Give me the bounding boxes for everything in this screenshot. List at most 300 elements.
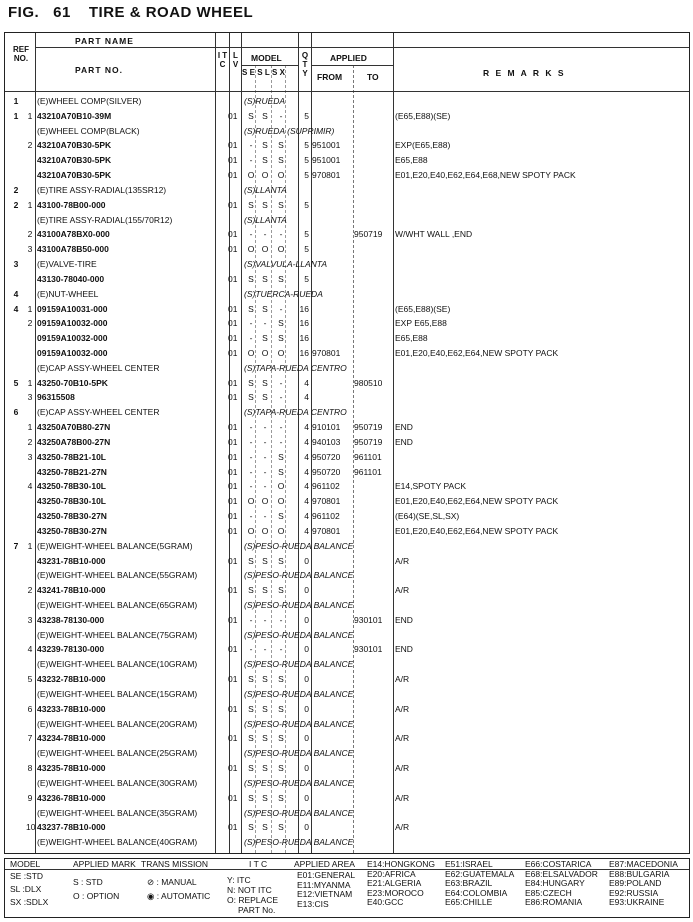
- remarks: EXP(E65,E88): [395, 140, 451, 151]
- quantity: 4: [304, 525, 309, 536]
- applied-from: 950720: [312, 451, 341, 462]
- itc-code: 01: [228, 273, 238, 284]
- remarks: A/R: [395, 674, 410, 685]
- spanish-name: (S)TUERCA-RUEDA: [244, 288, 323, 299]
- model-sl-mark: -: [263, 422, 267, 433]
- model-se-mark: S: [248, 199, 254, 210]
- model-sl-mark: -: [263, 614, 267, 625]
- quantity: 5: [304, 244, 309, 255]
- quantity: 4: [304, 451, 309, 462]
- model-se-mark: S: [248, 763, 254, 774]
- part-name: (E)WEIGHT-WHEEL BALANCE(30GRAM): [37, 777, 198, 788]
- model-sl-mark: S: [262, 703, 268, 714]
- part-name: (E)CAP ASSY-WHEEL CENTER: [37, 407, 160, 418]
- part-number: 43250-70B10-5PK: [37, 377, 108, 388]
- part-number: 43250A70B80-27N: [37, 422, 111, 433]
- part-name: (E)WEIGHT-WHEEL BALANCE(10GRAM): [37, 659, 198, 670]
- spanish-name: (S)LLANTA: [244, 214, 287, 225]
- itc-code: 01: [228, 496, 238, 507]
- model-sx-mark: S: [278, 674, 284, 685]
- itc-code: 01: [228, 525, 238, 536]
- part-number: 43100-78B00-000: [37, 199, 106, 210]
- part-number: 09159A10031-000: [37, 303, 108, 314]
- applied-to: 961101: [354, 466, 382, 477]
- remarks: (E64)(SE,SL,SX): [395, 511, 460, 522]
- model-sx-mark: -: [279, 644, 283, 655]
- applied-to: 950719: [354, 229, 383, 240]
- part-name: (E)WHEEL COMP(SILVER): [37, 96, 142, 106]
- model-header: MODEL: [251, 53, 282, 63]
- ref-number: 1: [13, 96, 19, 106]
- part-name: (E)WEIGHT-WHEEL BALANCE(15GRAM): [37, 688, 198, 699]
- remarks: END: [395, 436, 413, 447]
- sub-number: 3: [27, 451, 33, 462]
- model-sl-mark: S: [262, 140, 268, 151]
- quantity: 0: [304, 792, 309, 803]
- remarks: E65,E88: [395, 155, 428, 166]
- model-sx-mark: -: [279, 110, 283, 121]
- quantity: 4: [304, 422, 309, 433]
- model-sl-mark: O: [261, 348, 269, 358]
- remarks: W/WHT WALL ,END: [395, 229, 473, 240]
- remarks: A/R: [395, 555, 410, 566]
- model-sl-mark: S: [262, 377, 268, 388]
- model-sl-mark: S: [262, 199, 268, 210]
- legend-area-item: E23:MOROCO: [367, 887, 424, 898]
- spanish-name: (S)RUEDA: [244, 96, 286, 106]
- applied-from: 961102: [312, 481, 340, 492]
- model-sx-mark: O: [277, 170, 285, 181]
- quantity: 5: [304, 170, 309, 181]
- lv-header: L V: [232, 51, 239, 69]
- model-sx-mark: -: [279, 377, 283, 388]
- model-sx-mark: S: [278, 155, 284, 166]
- divider: [271, 65, 272, 853]
- model-se-mark: S: [248, 110, 254, 121]
- model-sl-mark: -: [263, 436, 267, 447]
- legend-area-item: E66:COSTARICA: [525, 859, 592, 869]
- legend-area-item: E51:ISRAEL: [445, 859, 493, 869]
- model-sl-mark: S: [262, 585, 268, 596]
- part-number: 43250A78B00-27N: [37, 436, 111, 447]
- remarks: END: [395, 422, 413, 433]
- legend-itc-y: Y: ITC: [227, 875, 251, 885]
- quantity: 5: [304, 273, 309, 284]
- model-se-mark: -: [249, 451, 253, 462]
- model-se-mark: -: [249, 155, 253, 166]
- to-header: TO: [367, 72, 379, 82]
- model-se-mark: O: [247, 348, 255, 358]
- model-sl-mark: S: [262, 273, 268, 284]
- model-sx-mark: O: [277, 244, 285, 255]
- model-sx-mark: S: [278, 199, 284, 210]
- legend-area-item: E63:BRAZIL: [445, 878, 493, 888]
- model-se-mark: S: [248, 585, 254, 596]
- itc-code: 01: [228, 155, 238, 166]
- itc-code: 01: [228, 555, 238, 566]
- model-se-mark: S: [248, 733, 254, 744]
- quantity: 0: [304, 763, 309, 774]
- remarks: E01,E20,E40,E62,E64,NEW SPOTY PACK: [395, 496, 559, 507]
- model-sx-mark: S: [278, 792, 284, 803]
- spanish-name: (S)TAPA-RUEDA CENTRO: [244, 362, 347, 373]
- part-number: 43239-78130-000: [37, 644, 105, 655]
- part-number: 09159A10032-000: [37, 318, 108, 329]
- remarks: E01,E20,E40,E62,E64,NEW SPOTY PACK: [395, 348, 559, 358]
- ref-number: 3: [13, 259, 19, 270]
- remarks: A/R: [395, 763, 410, 774]
- model-sx-mark: S: [278, 733, 284, 744]
- model-sx-mark: S: [278, 140, 284, 151]
- part-number: 43250-78B21-10L: [37, 451, 106, 462]
- quantity: 16: [299, 333, 309, 344]
- legend-area-item: E11:MYANMA: [297, 879, 351, 890]
- part-name: (E)WEIGHT-WHEEL BALANCE(40GRAM): [37, 837, 198, 848]
- sub-number: 8: [27, 763, 33, 774]
- part-name: (E)WEIGHT-WHEEL BALANCE(5GRAM): [37, 540, 193, 551]
- qty-header: Q T Y: [301, 51, 309, 78]
- ref-number: 2: [13, 199, 19, 210]
- model-sl-mark: S: [262, 674, 268, 685]
- model-se-mark: O: [247, 496, 255, 507]
- itc-code: 01: [228, 377, 238, 388]
- legend-trans-manual: ⊘ : MANUAL: [147, 877, 197, 887]
- spanish-name: (S)PESO-RUEDA BALANCE: [244, 777, 354, 788]
- model-sl-mark: S: [262, 110, 268, 121]
- legend-trans-automatic: ◉ : AUTOMATIC: [147, 891, 211, 901]
- legend-area-title: APPLIED AREA: [294, 859, 355, 869]
- quantity: 0: [304, 555, 309, 566]
- model-sx-mark: S: [278, 318, 284, 329]
- spanish-name: (S)PESO-RUEDA BALANCE: [244, 718, 354, 729]
- remarks: A/R: [395, 585, 410, 596]
- part-number: 43100A78B50-000: [37, 244, 109, 255]
- sub-number: 2: [27, 436, 33, 447]
- applied-from: 961102: [312, 511, 340, 522]
- model-sl-mark: S: [262, 303, 268, 314]
- model-sx-mark: -: [279, 229, 283, 240]
- part-number: 43233-78B10-000: [37, 703, 106, 714]
- model-se-mark: S: [248, 392, 254, 403]
- part-number: 43238-78130-000: [37, 614, 105, 625]
- quantity: 0: [304, 703, 309, 714]
- part-name: (E)WEIGHT-WHEEL BALANCE(20GRAM): [37, 718, 198, 729]
- sub-number: 4: [27, 644, 33, 655]
- remarks: (E65,E88)(SE): [395, 110, 451, 121]
- model-sx-mark: S: [278, 511, 284, 522]
- part-number: 43130-78040-000: [37, 273, 105, 284]
- quantity: 16: [299, 303, 309, 314]
- part-number: 43210A70B30-5PK: [37, 170, 112, 181]
- part-name: (E)CAP ASSY-WHEEL CENTER: [37, 362, 160, 373]
- itc-code: 01: [228, 348, 238, 358]
- model-sx-mark: S: [278, 585, 284, 596]
- model-se-mark: S: [248, 303, 254, 314]
- legend-area-item: E89:POLAND: [609, 878, 662, 888]
- figure-label: FIG.: [8, 4, 40, 21]
- part-name-header: PART NAME: [75, 36, 134, 46]
- itc-code: 01: [228, 318, 238, 329]
- model-sx-mark: -: [279, 614, 283, 625]
- quantity: 16: [299, 318, 309, 329]
- quantity: 0: [304, 585, 309, 596]
- model-se-mark: O: [247, 244, 255, 255]
- quantity: 0: [304, 644, 309, 655]
- spanish-name: (S)PESO-RUEDA BALANCE: [244, 837, 354, 848]
- part-name: (E)WEIGHT-WHEEL BALANCE(55GRAM): [37, 570, 198, 581]
- model-se-mark: S: [248, 792, 254, 803]
- quantity: 4: [304, 466, 309, 477]
- itc-code: 01: [228, 822, 238, 833]
- itc-code: 01: [228, 333, 238, 344]
- itc-code: 01: [228, 733, 238, 744]
- part-name: (E)WHEEL COMP(BLACK): [37, 125, 140, 136]
- sub-number: 2: [27, 585, 33, 596]
- part-name: (E)TIRE ASSY-RADIAL(135SR12): [37, 184, 167, 195]
- spanish-name: (S)LLANTA: [244, 184, 287, 195]
- model-se-mark: -: [249, 511, 253, 522]
- model-sx-header: S X: [272, 68, 285, 77]
- part-name: (E)TIRE ASSY-RADIAL(155/70R12): [37, 214, 173, 225]
- model-sl-mark: O: [261, 496, 269, 507]
- model-sl-mark: -: [263, 644, 267, 655]
- legend-area-item: E92:RUSSIA: [609, 887, 659, 898]
- model-sx-mark: S: [278, 703, 284, 714]
- model-se-mark: -: [249, 481, 253, 492]
- part-number: 43250-78B30-27N: [37, 525, 107, 536]
- model-sx-mark: O: [277, 481, 285, 492]
- model-sx-mark: O: [277, 525, 285, 536]
- model-sl-mark: O: [261, 525, 269, 536]
- model-sx-mark: -: [279, 303, 283, 314]
- remarks-header: R E M A R K S: [483, 68, 566, 78]
- part-number: 43250-78B30-10L: [37, 481, 106, 492]
- model-se-mark: S: [248, 377, 254, 388]
- spanish-name: (S)VALVULA-LLANTA: [244, 259, 327, 270]
- spanish-name: (S)PESO-RUEDA BALANCE: [244, 748, 354, 759]
- divider: [35, 33, 36, 853]
- quantity: 0: [304, 822, 309, 833]
- quantity: 5: [304, 199, 309, 210]
- applied-from: 951001: [312, 155, 341, 166]
- remarks: E01,E20,E40,E62,E64,NEW SPOTY PACK: [395, 525, 559, 536]
- quantity: 5: [304, 229, 309, 240]
- model-se-mark: O: [247, 170, 255, 181]
- legend-trans-title: TRANS MISSION: [141, 859, 209, 869]
- divider: [35, 47, 689, 48]
- sub-number: 4: [27, 481, 33, 492]
- remarks: A/R: [395, 822, 410, 833]
- legend-area-item: E62:GUATEMALA: [445, 868, 515, 879]
- model-sl-mark: O: [261, 244, 269, 255]
- legend-area-item: E88:BULGARIA: [609, 868, 670, 879]
- itc-header: I T C: [217, 51, 228, 69]
- legend-model-sx: SX :SDLX: [10, 897, 49, 907]
- itc-code: 01: [228, 644, 238, 655]
- quantity: 5: [304, 140, 309, 151]
- model-sx-mark: S: [278, 555, 284, 566]
- model-se-mark: -: [249, 318, 253, 329]
- itc-code: 01: [228, 199, 238, 210]
- ref-number: 2: [13, 184, 19, 195]
- model-se-mark: -: [249, 466, 253, 477]
- sub-number: 1: [27, 303, 33, 314]
- quantity: 4: [304, 392, 309, 403]
- part-name: (E)VALVE-TIRE: [37, 259, 97, 270]
- remarks: END: [395, 644, 413, 655]
- spanish-name: (S)PESO-RUEDA BALANCE: [244, 540, 354, 551]
- remarks: EXP E65,E88: [395, 318, 447, 329]
- part-number: 43250-78B30-10L: [37, 496, 106, 507]
- itc-code: 01: [228, 614, 238, 625]
- applied-from: 970801: [312, 525, 341, 536]
- legend-area-item: E21:ALGERIA: [367, 878, 422, 888]
- part-number: 43231-78B10-000: [37, 555, 106, 566]
- model-sl-mark: S: [262, 733, 268, 744]
- ref-number: 7: [13, 540, 19, 551]
- legend-mark-std: S : STD: [73, 877, 103, 887]
- part-number: 43237-78B10-000: [37, 822, 106, 833]
- quantity: 0: [304, 674, 309, 685]
- sub-number: 2: [27, 229, 33, 240]
- spanish-name: (S)PESO-RUEDA BALANCE: [244, 600, 354, 610]
- model-se-mark: S: [248, 273, 254, 284]
- model-se-mark: -: [249, 614, 253, 625]
- itc-code: 01: [228, 585, 238, 596]
- model-sl-mark: S: [262, 555, 268, 566]
- spanish-name: (S)PESO-RUEDA BALANCE: [244, 807, 354, 818]
- from-header: FROM: [317, 72, 343, 82]
- legend-area-item: E65:CHILLE: [445, 897, 493, 907]
- part-number: 43236-78B10-000: [37, 792, 106, 803]
- model-sx-mark: S: [278, 273, 284, 284]
- model-se-mark: -: [249, 644, 253, 655]
- applied-from: 970801: [312, 496, 341, 507]
- part-number: 43235-78B10-000: [37, 763, 106, 774]
- part-number: 96315508: [37, 392, 75, 403]
- applied-from: 970801: [312, 348, 341, 358]
- model-sx-mark: S: [278, 333, 284, 344]
- divider: [5, 91, 689, 92]
- legend-area-column: [445, 860, 514, 908]
- model-sl-mark: S: [262, 155, 268, 166]
- remarks: E01,E20,E40,E62,E64,E68,NEW SPOTY PACK: [395, 170, 576, 181]
- itc-code: 01: [228, 674, 238, 685]
- legend-area-item: E87:MACEDONIA: [609, 859, 678, 869]
- applied-from: 910101: [312, 422, 341, 433]
- itc-code: 01: [228, 436, 238, 447]
- model-sl-mark: S: [262, 792, 268, 803]
- legend-area-item: E01:GENERAL: [297, 870, 356, 880]
- model-sl-mark: O: [261, 170, 269, 181]
- legend: [4, 858, 690, 918]
- ref-number: 1: [13, 110, 19, 121]
- model-sx-mark: -: [279, 392, 283, 403]
- legend-area-item: E93:UKRAINE: [609, 897, 665, 907]
- legend-area-item: E13:CIS: [297, 898, 329, 909]
- quantity: 4: [304, 377, 309, 388]
- itc-code: 01: [228, 511, 238, 522]
- part-name: (E)WEIGHT-WHEEL BALANCE(25GRAM): [37, 748, 198, 759]
- part-name: (E)NUT-WHEEL: [37, 288, 99, 299]
- model-sl-mark: -: [263, 466, 267, 477]
- spanish-name: (S)PESO-RUEDA BALANCE: [244, 688, 354, 699]
- part-number: 43210A70B30-5PK: [37, 155, 112, 166]
- applied-to: 930101: [354, 614, 383, 625]
- itc-code: 01: [228, 422, 238, 433]
- legend-itc-o: O: REPLACE: [227, 895, 279, 905]
- page-title: TIRE & ROAD WHEEL: [88, 4, 254, 21]
- quantity: 5: [304, 110, 309, 121]
- legend-model-sl: SL :DLX: [10, 884, 42, 894]
- part-number: 43250-78B30-27N: [37, 511, 107, 522]
- model-se-mark: -: [249, 229, 253, 240]
- spanish-name: (S)PESO-RUEDA BALANCE: [244, 659, 354, 670]
- model-sl-mark: S: [262, 763, 268, 774]
- remarks: A/R: [395, 792, 410, 803]
- model-sx-mark: -: [279, 422, 283, 433]
- model-sl-mark: -: [263, 229, 267, 240]
- part-no-header: PART NO.: [75, 65, 123, 75]
- part-number: 43210A70B30-5PK: [37, 140, 112, 151]
- part-number: 09159A10032-000: [37, 333, 108, 344]
- quantity: 4: [304, 481, 309, 492]
- applied-to: 930101: [354, 644, 383, 655]
- ref-number: 4: [13, 288, 19, 299]
- itc-code: 01: [228, 110, 238, 121]
- legend-itc-title: I T C: [249, 859, 268, 869]
- applied-header: APPLIED: [330, 53, 367, 63]
- sub-number: 3: [27, 392, 33, 403]
- legend-area-item: E68:ELSALVADOR: [525, 868, 598, 879]
- applied-from: 950720: [312, 466, 341, 477]
- legend-model-se: SE :STD: [10, 871, 44, 881]
- part-number: 43234-78B10-000: [37, 733, 106, 744]
- sub-number: 2: [27, 140, 33, 151]
- legend-area-item: E14:HONGKONG: [367, 859, 436, 869]
- legend-mark-option: O : OPTION: [73, 891, 120, 901]
- model-se-mark: -: [249, 436, 253, 447]
- model-sx-mark: -: [279, 436, 283, 447]
- legend-model-title: MODEL: [10, 859, 41, 869]
- sub-number: 1: [27, 377, 33, 388]
- quantity: 16: [299, 348, 309, 358]
- model-sl-mark: -: [263, 511, 267, 522]
- legend-area-item: E84:HUNGARY: [525, 878, 585, 888]
- part-number: 43241-78B10-000: [37, 585, 106, 596]
- part-number: 43100A78BX0-000: [37, 229, 110, 240]
- applied-to: 980510: [354, 377, 383, 388]
- itc-code: 01: [228, 229, 238, 240]
- part-name: (E)WEIGHT-WHEEL BALANCE(65GRAM): [37, 600, 198, 610]
- part-number: 43232-78B10-000: [37, 674, 106, 685]
- legend-applied-mark-title: APPLIED MARK: [73, 859, 136, 869]
- ref-number: 4: [13, 303, 19, 314]
- model-sx-mark: S: [278, 451, 284, 462]
- legend-area-column: [297, 871, 355, 909]
- divider: [215, 33, 216, 853]
- sub-number: 1: [27, 110, 33, 121]
- legend-area-item: E20:AFRICA: [367, 868, 416, 879]
- sub-number: 3: [27, 244, 33, 255]
- legend-area-column: [525, 860, 598, 908]
- spanish-name: (S)PESO-RUEDA BALANCE: [244, 629, 354, 640]
- quantity: 5: [304, 155, 309, 166]
- quantity: 0: [304, 614, 309, 625]
- sub-number: 10: [26, 822, 36, 833]
- model-se-mark: S: [248, 822, 254, 833]
- model-se-header: S E: [242, 68, 255, 77]
